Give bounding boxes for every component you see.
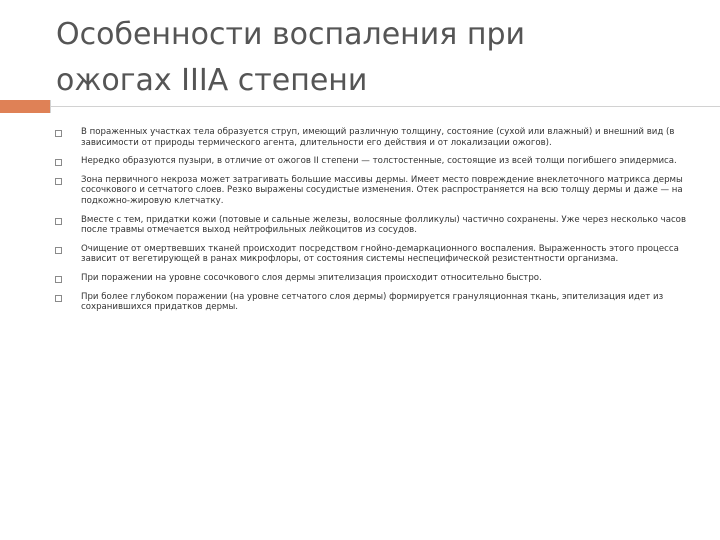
- square-bullet-icon: [55, 276, 62, 283]
- list-item: [55, 215, 687, 236]
- title-underline: [50, 106, 720, 107]
- bullet-text: При поражении на уровне сосочкового слоя дермы эпителизация происходит относительно быстро.: [81, 272, 542, 283]
- list-item: [55, 244, 687, 265]
- slide-title-line-2: ожогах IIIА степени: [56, 63, 368, 98]
- bullet-text: В пораженных участках тела образуется струп, имеющий различную толщину, состояние (сухой или влажный) и внешний вид (в зависимости от природы термического агента, длительности его действия и от локализации ожогов).: [81, 127, 675, 148]
- square-bullet-icon: [55, 159, 62, 166]
- bullet-text: Нередко образуются пузыри, в отличие от ожогов II степени — толстостенные, состоящие из всей толщи погибшего эпидермиса.: [81, 156, 677, 167]
- square-bullet-icon: [55, 178, 62, 185]
- bullet-text: При более глубоком поражении (на уровне сетчатого слоя дермы) формируется грануляционная ткань, эпителизация идет из сохранившихся придатков дермы.: [81, 291, 664, 313]
- list-item: [55, 292, 687, 313]
- bullet-text: Зона первичного некроза может затрагивать большие массивы дермы. Имеет место повреждение внеклеточного матрикса дермы сосочкового и сетчатого слоев. Резко выражены сосудистые изменения. Отек распространяется на всю толщу дермы и даже — на подкожно-жировую клетчатку.: [81, 174, 683, 206]
- list-item: [55, 127, 687, 148]
- square-bullet-icon: [55, 247, 62, 254]
- list-item: [55, 273, 687, 284]
- list-item: [55, 156, 687, 167]
- list-item: [55, 175, 687, 207]
- square-bullet-icon: [55, 295, 62, 302]
- slide-title: [56, 12, 676, 104]
- square-bullet-icon: [55, 218, 62, 225]
- bullet-text: Очищение от омертвевших тканей происходит посредством гнойно-демаркационного воспаления. Выраженность этого процесса зависит от вегетирующей в ранах микрофлоры, от состояния системы неспецифической резистентности организма.: [81, 243, 679, 265]
- bullet-text: Вместе с тем, придатки кожи (потовые и сальные железы, волосяные фолликулы) частично сохранены. Уже через несколько часов после травмы отмечается выход нейтрофильных лейкоцитов из сосудов.: [81, 214, 687, 236]
- bullet-list: [55, 127, 687, 321]
- square-bullet-icon: [55, 130, 62, 137]
- accent-bar: [0, 100, 50, 113]
- slide-title-line-1: Особенности воспаления при: [56, 17, 526, 52]
